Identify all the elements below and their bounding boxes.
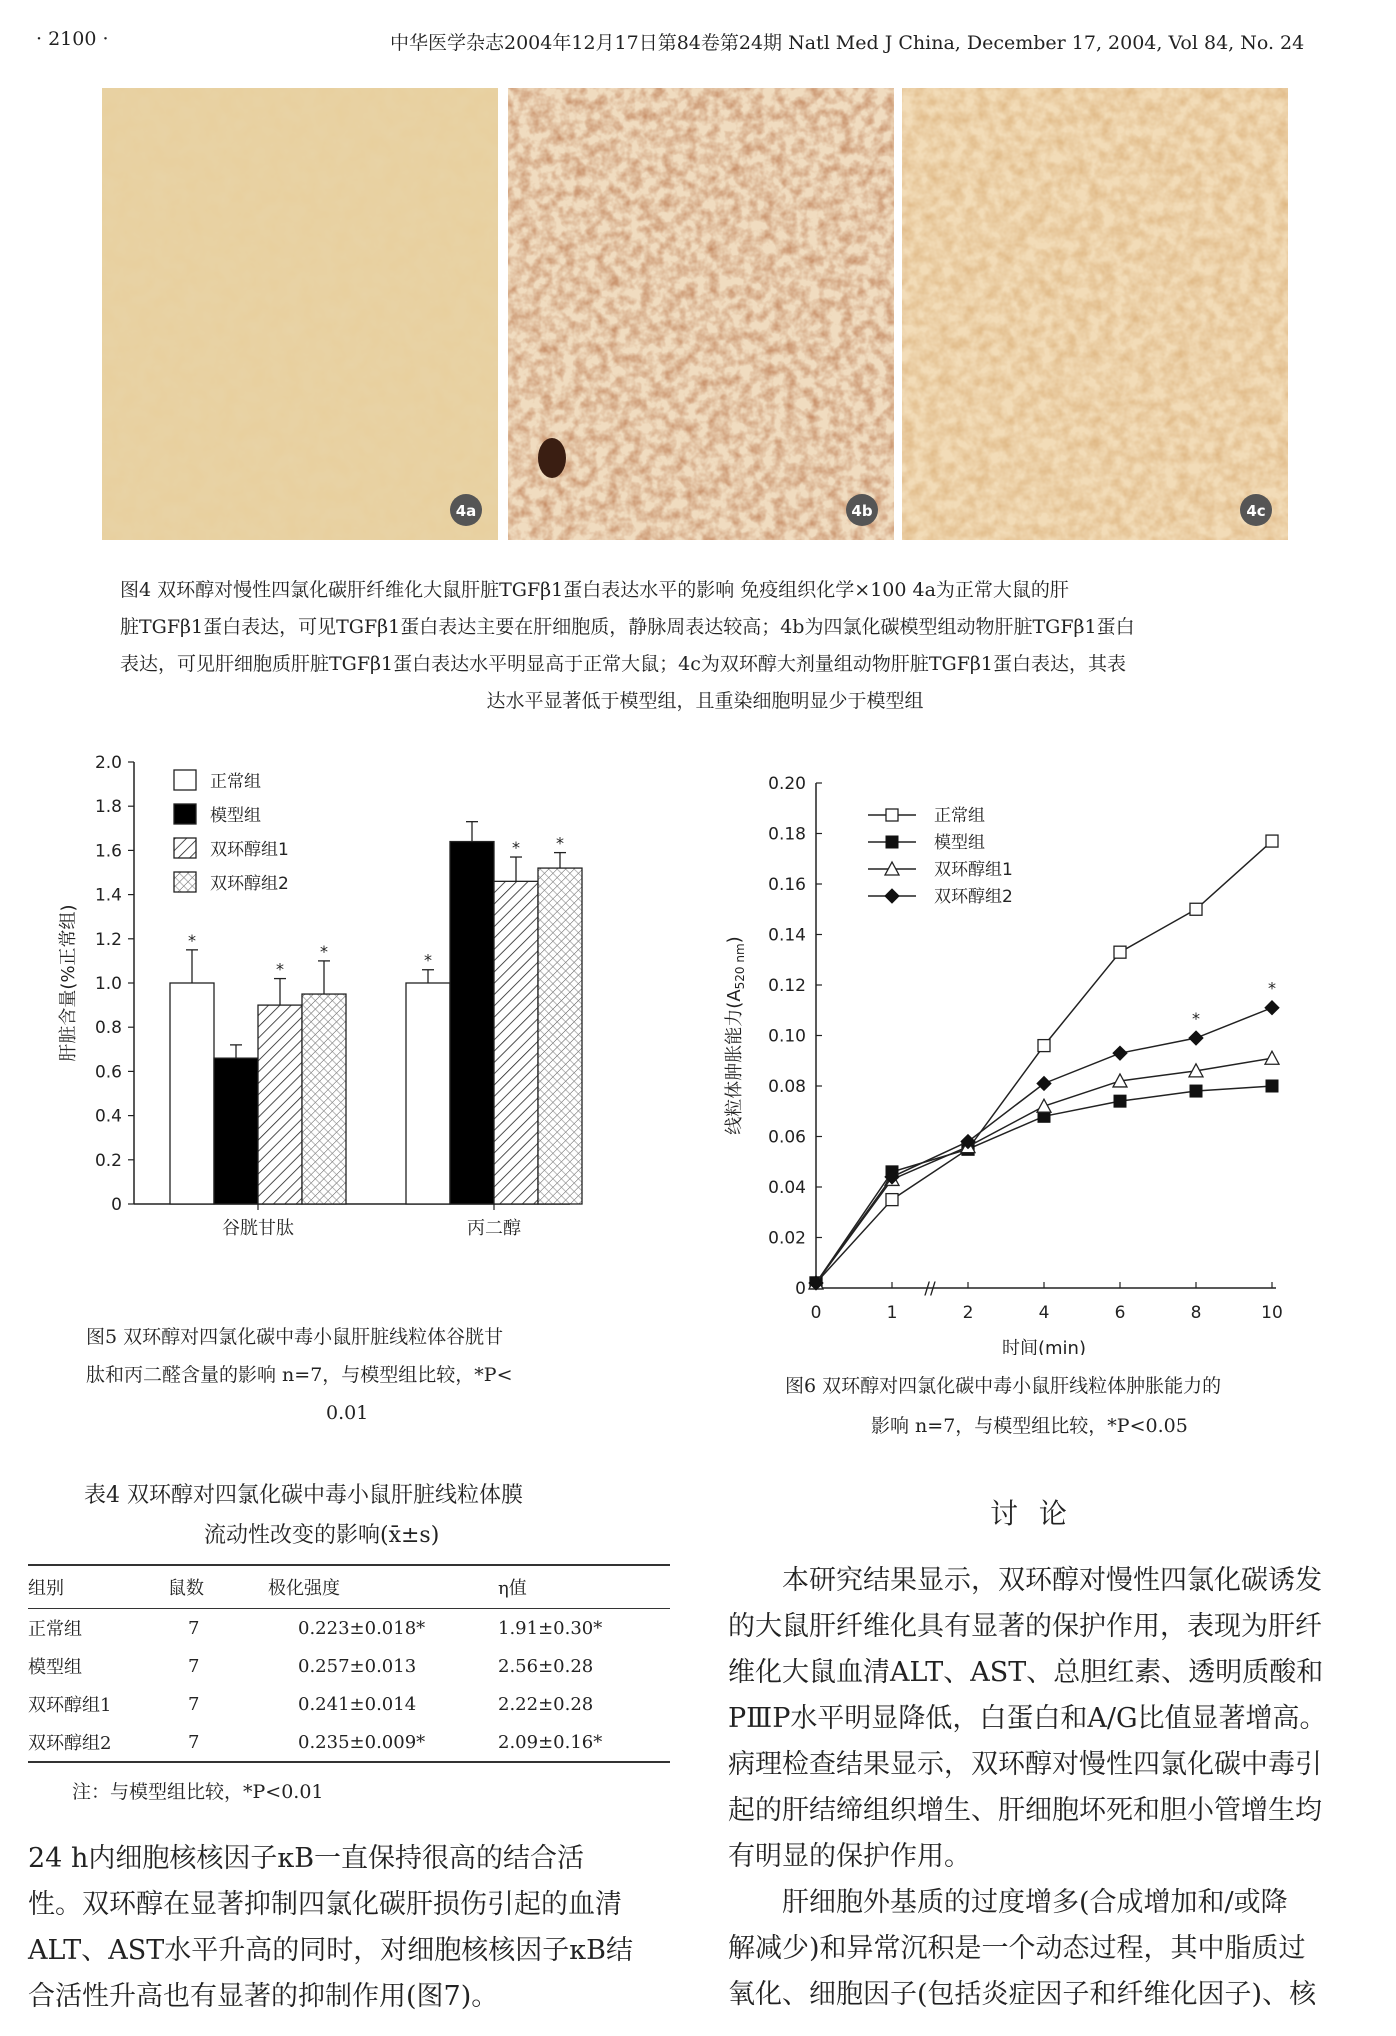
table-cell: 0.241±0.014: [298, 1693, 417, 1715]
legend-label: 模型组: [934, 833, 985, 853]
paragraph-line: 本研究结果显示，双环醇对慢性四氯化碳诱发: [782, 1565, 1322, 1596]
table-cell: 2.56±0.28: [498, 1655, 594, 1677]
y-tick-label: 1.6: [94, 841, 122, 862]
fig4-caption-line: 达水平显著低于模型组，且重染细胞明显少于模型组: [486, 690, 924, 712]
table-cell: 模型组: [28, 1657, 82, 1678]
bar: [214, 1058, 258, 1204]
x-tick-label: 4: [1038, 1303, 1050, 1323]
legend-label: 模型组: [210, 806, 261, 826]
fig4-caption-line: 图4 双环醇对慢性四氯化碳肝纤维化大鼠肝脏TGFβ1蛋白表达水平的影响 免疫组织化学×100 4a为正常大鼠的肝: [120, 579, 1069, 601]
table-cell: 7: [188, 1693, 200, 1715]
data-point: [1190, 1085, 1202, 1097]
table-cell: 1.91±0.30*: [498, 1617, 603, 1639]
paragraph-line: ALT、AST水平升高的同时，对细胞核核因子κB结: [28, 1935, 633, 1966]
x-tick-label: 丙二醇: [467, 1218, 521, 1239]
data-point: [886, 1194, 898, 1206]
y-tick-label: 1.2: [94, 929, 122, 950]
legend-swatch: [174, 770, 196, 790]
table-cell: 0.257±0.013: [298, 1655, 417, 1677]
table4-title-line: 表4 双环醇对四氯化碳中毒小鼠肝脏线粒体膜: [84, 1483, 523, 1508]
legend-label: 正常组: [210, 772, 261, 792]
table4-title-line: 流动性改变的影响(x̄±s): [204, 1523, 440, 1548]
data-point: [1037, 1076, 1051, 1090]
table-header: η值: [498, 1565, 670, 1609]
table-cell: 0.235±0.009*: [268, 1723, 498, 1762]
x-tick-label: 0: [810, 1303, 822, 1323]
legend-label: 双环醇组1: [934, 860, 1013, 880]
legend-label: 双环醇组2: [934, 887, 1013, 907]
paragraph-line: 氧化、细胞因子(包括炎症因子和纤维化因子)、核: [728, 1979, 1317, 2010]
bar: [450, 842, 494, 1204]
y-axis-label: 线粒体肿胀能力$(A_{520 nm})$: [724, 936, 747, 1135]
page-number: · 2100 ·: [36, 28, 109, 50]
legend-label: 正常组: [934, 806, 985, 826]
y-tick-label: 0.10: [768, 1026, 806, 1047]
fig5-chart: [50, 748, 630, 1278]
micrograph-label-4a: 4a: [455, 502, 477, 520]
fig5-caption-line: 肽和丙二醛含量的影响 n=7，与模型组比较，*P<: [86, 1364, 513, 1386]
legend-swatch: [174, 838, 196, 858]
y-tick-label: 0.02: [768, 1228, 806, 1249]
significance-mark: *: [320, 941, 328, 961]
significance-mark: *: [1192, 1009, 1200, 1029]
paragraph-line: 合活性升高也有显著的抑制作用(图7)。: [28, 1981, 499, 2012]
fig4-caption-line: 表达，可见肝细胞质肝脏TGFβ1蛋白表达水平明显高于正常大鼠；4c为双环醇大剂量组动物肝脏TGFβ1蛋白表达，其表: [120, 653, 1126, 675]
y-tick-label: 0.16: [768, 875, 806, 895]
y-tick-label: 0.08: [768, 1077, 806, 1097]
x-tick-label: 谷胱甘肽: [222, 1218, 294, 1239]
legend-label: 双环醇组1: [210, 840, 289, 860]
significance-mark: *: [1268, 978, 1276, 998]
right-body-text: [728, 1558, 1368, 2018]
micrograph-label-4c: 4c: [1246, 502, 1266, 520]
series-line: [816, 841, 1272, 1283]
y-tick-label: 0.06: [768, 1127, 806, 1148]
y-tick-label: 1.0: [94, 974, 122, 994]
fig4-caption: [120, 572, 1290, 720]
table-cell: 双环醇组2: [28, 1723, 168, 1762]
data-point: [1038, 1040, 1050, 1052]
x-tick-label: 8: [1190, 1303, 1202, 1323]
y-axis-label: 肝脏含量(%正常组): [58, 904, 79, 1062]
table-header: 鼠数: [168, 1565, 268, 1609]
paragraph-line: 维化大鼠血清ALT、AST、总胆红素、透明质酸和: [728, 1657, 1324, 1688]
y-tick-label: 0.04: [768, 1178, 806, 1198]
fig5-caption: [86, 1318, 626, 1432]
left-body-text: [28, 1836, 668, 2020]
paragraph-line: PⅢP水平明显降低，白蛋白和A/G比值显著增高。: [728, 1703, 1327, 1734]
paragraph-line: 24 h内细胞核核因子κB一直保持很高的结合活: [28, 1843, 585, 1874]
y-tick-label: 0.8: [94, 1018, 122, 1039]
table-header-row: [28, 1565, 670, 1609]
table4-note: 注：与模型组比较，*P<0.01: [72, 1781, 324, 1803]
paragraph-line: 病理检查结果显示，双环醇对慢性四氯化碳中毒引: [728, 1749, 1322, 1780]
y-tick-label: 0.18: [768, 824, 806, 845]
table-row: [28, 1723, 670, 1762]
significance-mark: *: [556, 833, 564, 853]
table-cell: 0.223±0.018*: [298, 1617, 426, 1639]
x-tick-label: 2: [962, 1303, 974, 1323]
bar: [406, 983, 450, 1204]
data-point: [1114, 1095, 1126, 1107]
significance-mark: *: [188, 930, 196, 950]
paragraph-line: 的大鼠肝纤维化具有显著的保护作用，表现为肝纤: [728, 1611, 1322, 1642]
y-tick-label: 0.2: [94, 1150, 122, 1171]
y-tick-label: 0.20: [768, 774, 806, 794]
table-row: [28, 1685, 670, 1723]
x-tick-label: 6: [1114, 1303, 1126, 1323]
micrograph-label-4b: 4b: [851, 502, 873, 520]
series-line: [816, 1058, 1272, 1283]
y-tick-label: 0: [111, 1195, 122, 1215]
table-cell: 2.09±0.16*: [498, 1723, 670, 1762]
significance-mark: *: [276, 959, 284, 979]
legend-swatch: [174, 804, 196, 824]
x-tick-label: 10: [1261, 1303, 1283, 1323]
fig5-caption-line: 图5 双环醇对四氯化碳中毒小鼠肝脏线粒体谷胱甘: [86, 1326, 504, 1348]
table-cell: 双环醇组1: [28, 1695, 112, 1716]
significance-mark: *: [512, 838, 520, 858]
data-point: [1266, 1080, 1278, 1092]
table4: [28, 1564, 670, 1804]
x-tick-label: 1: [886, 1303, 898, 1323]
data-point: [886, 836, 898, 848]
fig4-caption-line: 脏TGFβ1蛋白表达，可见TGFβ1蛋白表达主要在肝细胞质，静脉周表达较高；4b为四氯化碳模型组动物肝脏TGFβ1蛋白: [120, 616, 1135, 638]
table-cell: 正常组: [28, 1619, 82, 1640]
y-tick-label: 1.4: [94, 885, 122, 906]
fig6-caption: [785, 1366, 1345, 1446]
data-point: [1190, 903, 1202, 915]
bar: [494, 881, 538, 1204]
fig5-caption-line: 0.01: [326, 1402, 369, 1424]
y-tick-label: 2.0: [94, 753, 122, 773]
y-tick-label: 0.14: [768, 925, 806, 946]
fig6-caption-line: 图6 双环醇对四氯化碳中毒小鼠肝线粒体肿胀能力的: [785, 1375, 1222, 1397]
y-tick-label: 0.6: [94, 1062, 122, 1083]
table-row: [28, 1609, 670, 1648]
journal-header: 中华医学杂志2004年12月17日第84卷第24期 Natl Med J China, December 17, 2004, Vol 84, No. 24: [390, 32, 1305, 54]
data-point: [1189, 1031, 1203, 1045]
paragraph-line: 起的肝结缔组织增生、肝细胞坏死和胆小管增生均: [728, 1795, 1322, 1826]
paragraph-line: 解减少)和异常沉积是一个动态过程，其中脂质过: [728, 1933, 1306, 1964]
y-tick-label: 0: [795, 1279, 806, 1299]
bar: [302, 994, 346, 1204]
table-cell: 7: [188, 1655, 200, 1677]
data-point: [1265, 1001, 1279, 1015]
x-axis-label: 时间(min): [1002, 1338, 1086, 1355]
y-tick-label: 0.4: [94, 1106, 122, 1127]
legend-label: 双环醇组2: [210, 874, 289, 894]
table-cell: 2.22±0.28: [498, 1693, 594, 1715]
table-header: 组别: [28, 1565, 168, 1609]
bar: [170, 983, 214, 1204]
fig6-chart-svg: [708, 765, 1338, 1355]
table-header: 极化强度: [268, 1565, 498, 1609]
fig6-chart: [708, 765, 1338, 1355]
fig5-chart-svg: [50, 748, 630, 1278]
data-point: [1037, 1099, 1051, 1112]
paragraph-line: 肝细胞外基质的过度增多(合成增加和/或降: [782, 1887, 1288, 1918]
bar: [258, 1005, 302, 1204]
legend-swatch: [174, 872, 196, 892]
table-cell: 7: [188, 1617, 200, 1639]
data-point: [886, 809, 898, 821]
fig6-caption-line: 影响 n=7，与模型组比较，*P<0.05: [871, 1415, 1188, 1437]
data-point: [1266, 835, 1278, 847]
y-tick-label: 1.8: [94, 797, 122, 818]
table-cell: 7: [168, 1723, 268, 1762]
axis-break-mark: //: [924, 1279, 936, 1299]
paragraph-line: 性。双环醇在显著抑制四氯化碳肝损伤引起的血清: [28, 1889, 622, 1920]
micrograph-4a: [102, 88, 498, 540]
table-row: [28, 1647, 670, 1685]
data-point: [1114, 946, 1126, 958]
table4-title: [84, 1476, 664, 1556]
data-point: [1265, 1051, 1279, 1064]
micrograph-4c: [902, 88, 1288, 540]
significance-mark: *: [424, 950, 432, 970]
data-point: [1113, 1046, 1127, 1060]
y-tick-label: 0.12: [768, 976, 806, 996]
discussion-heading: 讨 论: [990, 1497, 1073, 1530]
micrograph-4b: [508, 88, 894, 540]
bar: [538, 868, 582, 1204]
paragraph-line: 有明显的保护作用。: [728, 1841, 971, 1872]
data-point: [885, 889, 899, 903]
